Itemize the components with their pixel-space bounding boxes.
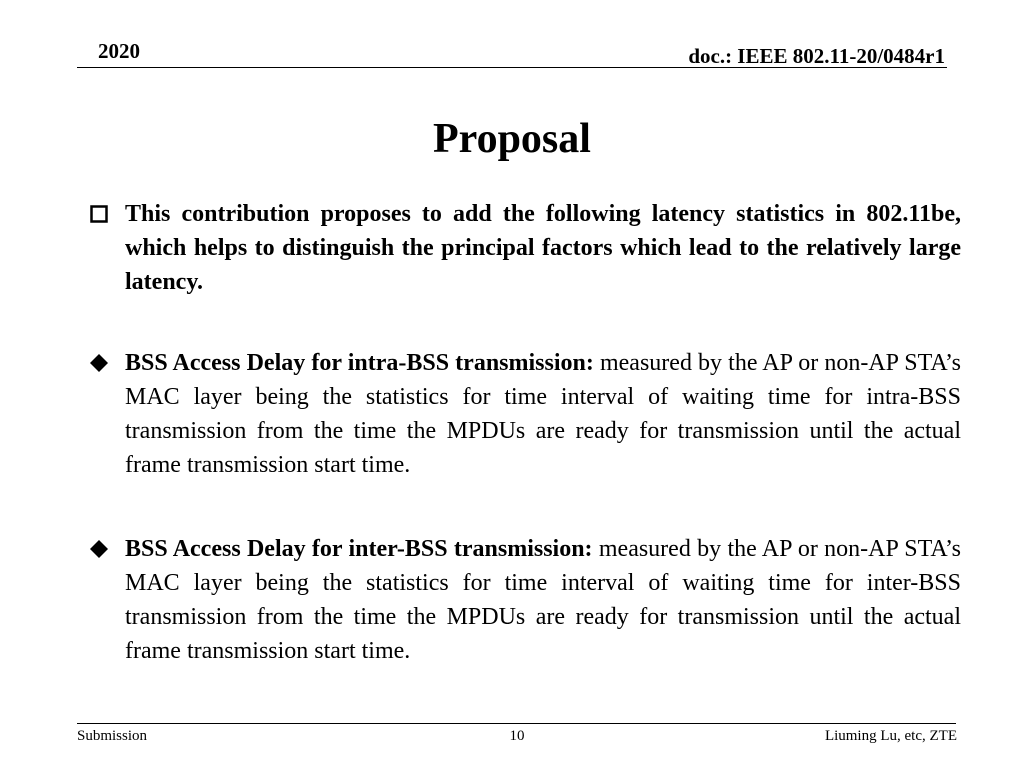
bullet-lead: BSS Access Delay for intra-BSS transmission:: [125, 350, 594, 376]
bullet-text: This contribution proposes to add the following latency statistics in 802.11be, which helps to distinguish the principal factors which lead to the relatively large latency.: [125, 201, 961, 295]
slide-title: Proposal: [433, 116, 591, 162]
bullet-body: measured by the AP or non-AP STA’s MAC layer being the statistics for time interval of waiting time for intra-BSS transmission from the time the MPDUs are ready for transmission until the actual frame transmission start time.: [125, 350, 961, 478]
header-divider: [77, 67, 947, 68]
footer-submission: Submission: [77, 728, 148, 744]
bullet-item-3: [88, 532, 961, 668]
bullet-text: [125, 532, 961, 668]
page-number: 10: [509, 728, 525, 744]
filled-diamond-bullet-icon: [88, 532, 114, 566]
bullet-body: measured by the AP or non-AP STA’s MAC layer being the statistics for time interval of waiting time for inter-BSS transmission from the time the MPDUs are ready for transmission until the actual frame transmission start time.: [125, 536, 962, 664]
header-year: 2020: [98, 39, 140, 63]
bullet-item-1: [88, 197, 961, 299]
footer-author: Liuming Lu, etc, ZTE: [824, 728, 957, 744]
hollow-square-bullet-icon: [88, 197, 114, 231]
filled-diamond-bullet-icon: [88, 346, 114, 380]
bullet-lead: BSS Access Delay for inter-BSS transmission:: [125, 536, 593, 562]
bullet-text: [125, 346, 961, 482]
bullet-item-2: [88, 346, 961, 482]
footer-divider: [77, 723, 956, 724]
header-doc-id: doc.: IEEE 802.11-20/0484r1: [688, 44, 945, 68]
